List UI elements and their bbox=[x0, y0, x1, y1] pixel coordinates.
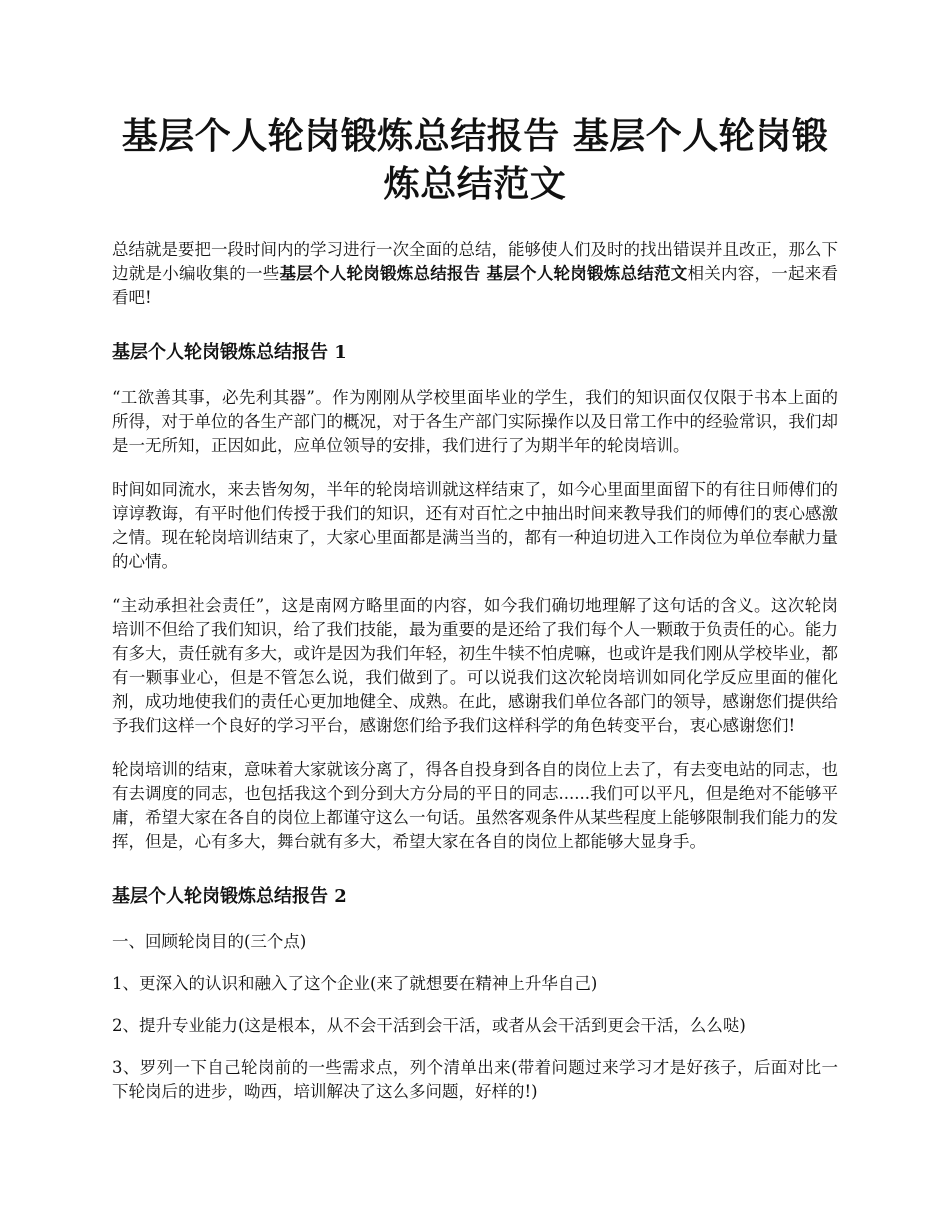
page-title: 基层个人轮岗锻炼总结报告 基层个人轮岗锻炼总结范文 bbox=[121, 115, 829, 205]
list-item: 2、提升专业能力(这是根本，从不会干活到会干活，或者从会干活到更会干活，么么哒) bbox=[112, 1016, 746, 1035]
intro-text-bold: 基层个人轮岗锻炼总结报告 基层个人轮岗锻炼总结范文 bbox=[279, 264, 688, 283]
section-heading-1: 基层个人轮岗锻炼总结报告 1 bbox=[112, 342, 347, 363]
intro-text-after: 相关内容，一起来看看吧! bbox=[112, 264, 838, 307]
section-heading-2: 基层个人轮岗锻炼总结报告 2 bbox=[112, 886, 347, 907]
list-item: 3、罗列一下自己轮岗前的一些需求点，列个清单出来(带着问题过来学习才是好孩子，后面对比一下轮岗后的进步，呦西，培训解决了这么多问题，好样的!) bbox=[112, 1058, 838, 1101]
intro-text-before: 总结就是要把一段时间内的学习进行一次全面的总结，能够使人们及时的找出错误并且改正，那么下边就是小编收集的一些 bbox=[112, 240, 838, 283]
paragraph: 时间如同流水，来去皆匆匆，半年的轮岗培训就这样结束了，如今心里面里面留下的有往日师傅们的谆谆教诲，有平时他们传授于我们的知识，还有对百忙之中抽出时间来教导我们的师傅们的衷心感激之情。现在轮岗培训结束了，大家心里面都是满当当的，都有一种迫切进入工作岗位为单位奉献力量的心情。 bbox=[112, 480, 838, 571]
intro-paragraph bbox=[112, 238, 838, 310]
paragraph: 轮岗培训的结束，意味着大家就该分离了，得各自投身到各自的岗位上去了，有去变电站的同志，也有去调度的同志，也包括我这个到分到大方分局的平日的同志......我们可以平凡，但是绝对不能够平庸，希望大家在各自的岗位上都谨守这么一句话。虽然客观条件从某些程度上能够限制我们能力的发挥，但是，心有多大，舞台就有多大，希望大家在各自的岗位上都能够大显身手。 bbox=[112, 760, 838, 851]
paragraph: “工欲善其事，必先利其器”。作为刚刚从学校里面毕业的学生，我们的知识面仅仅限于书本上面的所得，对于单位的各生产部门的概况，对于各生产部门实际操作以及日常工作中的经验常识，我们却是一无所知，正因如此，应单位领导的安排，我们进行了为期半年的轮岗培训。 bbox=[112, 388, 838, 455]
paragraph: “主动承担社会责任”，这是南网方略里面的内容，如今我们确切地理解了这句话的含义。这次轮岗培训不但给了我们知识，给了我们技能，最为重要的是还给了我们每个人一颗敢于负责任的心。能力有多大，责任就有多大，或许是因为我们年轻，初生牛犊不怕虎嘛，也或许是我们刚从学校毕业，都有一颗事业心，但是不管怎么说，我们做到了。可以说我们这次轮岗培训如同化学反应里面的催化剂，成功地使我们的责任心更加地健全、成熟。在此，感谢我们单位各部门的领导，感谢您们提供给予我们这样一个良好的学习平台，感谢您们给予我们这样科学的角色转变平台，衷心感谢您们! bbox=[112, 596, 838, 735]
list-item: 1、更深入的认识和融入了这个企业(来了就想要在精神上升华自己) bbox=[112, 974, 598, 993]
list-item: 一、回顾轮岗目的(三个点) bbox=[112, 932, 307, 951]
